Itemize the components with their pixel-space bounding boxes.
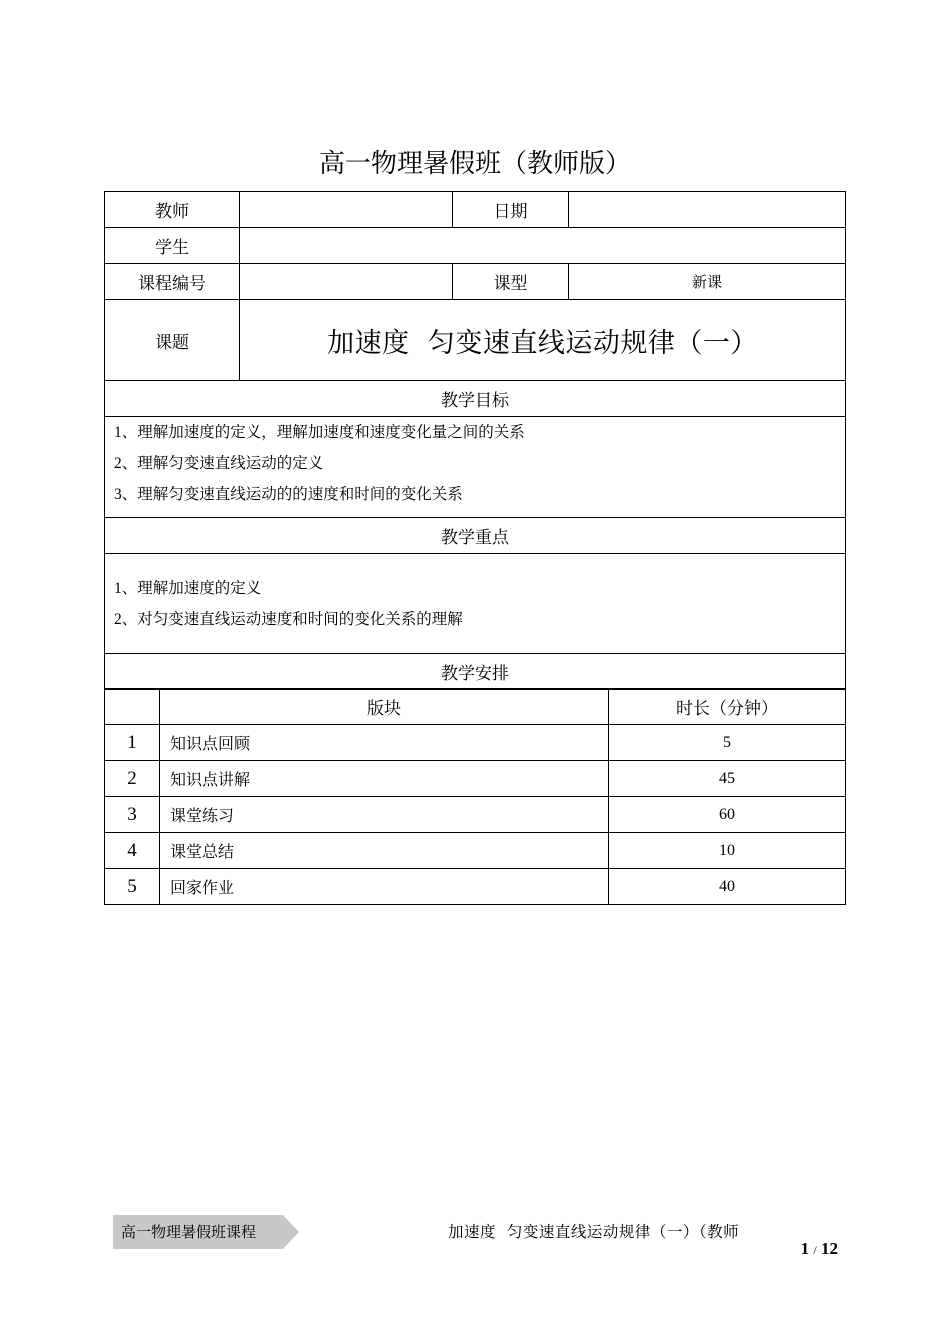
schedule-table xyxy=(104,688,846,905)
table-row xyxy=(105,833,846,869)
schedule-number-header xyxy=(105,689,160,725)
row-number: 2 xyxy=(105,761,160,797)
focus-header-row xyxy=(105,518,846,554)
goal-item: 1、理解加速度的定义，理解加速度和速度变化量之间的关系 xyxy=(114,424,525,441)
page-current: 1 xyxy=(800,1239,810,1258)
row-duration: 45 xyxy=(609,761,846,797)
focus-item: 1、理解加速度的定义 xyxy=(114,579,262,597)
course-row xyxy=(105,264,846,300)
date-value xyxy=(569,192,846,228)
schedule-block-header: 版块 xyxy=(160,689,609,725)
schedule-duration-header: 时长（分钟） xyxy=(609,689,846,725)
table-row xyxy=(105,761,846,797)
page-separator: / xyxy=(813,1243,817,1257)
schedule-column-header-row xyxy=(105,689,846,725)
goal-item: 3、理解匀变速直线运动的的速度和时间的变化关系 xyxy=(114,486,463,503)
teacher-label: 教师 xyxy=(105,192,240,228)
row-block-name: 课堂练习 xyxy=(160,797,609,833)
topic-label: 课题 xyxy=(105,300,240,381)
footer-lesson-title: 加速度 匀变速直线运动规律（一）（教师 xyxy=(448,1223,740,1241)
table-row xyxy=(105,797,846,833)
page-number xyxy=(790,1238,838,1261)
row-block-name: 课堂总结 xyxy=(160,833,609,869)
teacher-value xyxy=(240,192,453,228)
table-row xyxy=(105,869,846,905)
teacher-date-row xyxy=(105,192,846,228)
topic-row xyxy=(105,300,846,381)
row-block-name: 知识点回顾 xyxy=(160,725,609,761)
footer-course-tag-text: 高一物理暑假班课程 xyxy=(121,1223,257,1241)
goals-title: 教学目标 xyxy=(105,381,846,417)
topic-value: 加速度 匀变速直线运动规律（一） xyxy=(240,300,846,381)
row-duration: 10 xyxy=(609,833,846,869)
row-number: 3 xyxy=(105,797,160,833)
goals-content-row xyxy=(105,417,846,518)
lesson-info-table xyxy=(104,191,846,690)
course-number-label: 课程编号 xyxy=(105,264,240,300)
row-duration: 5 xyxy=(609,725,846,761)
row-number: 1 xyxy=(105,725,160,761)
student-label: 学生 xyxy=(105,228,240,264)
schedule-header-row xyxy=(105,654,846,690)
row-block-name: 知识点讲解 xyxy=(160,761,609,797)
page-total: 12 xyxy=(821,1239,838,1258)
goal-item: 2、理解匀变速直线运动的定义 xyxy=(114,455,324,472)
row-duration: 40 xyxy=(609,869,846,905)
focus-content-row xyxy=(105,554,846,654)
goals-list xyxy=(105,417,846,518)
course-number-value xyxy=(240,264,453,300)
document-title: 高一物理暑假班（教师版） xyxy=(318,149,631,179)
focus-item: 2、对匀变速直线运动速度和时间的变化关系的理解 xyxy=(114,610,463,628)
table-row xyxy=(105,725,846,761)
student-value xyxy=(240,228,846,264)
student-row xyxy=(105,228,846,264)
schedule-title: 教学安排 xyxy=(105,654,846,690)
row-duration: 60 xyxy=(609,797,846,833)
row-number: 5 xyxy=(105,869,160,905)
course-type-value: 新课 xyxy=(569,264,846,300)
row-number: 4 xyxy=(105,833,160,869)
goals-header-row xyxy=(105,381,846,417)
focus-list xyxy=(105,554,846,654)
footer-course-tag xyxy=(113,1215,299,1249)
course-type-label: 课型 xyxy=(453,264,569,300)
row-block-name: 回家作业 xyxy=(160,869,609,905)
date-label: 日期 xyxy=(453,192,569,228)
focus-title: 教学重点 xyxy=(105,518,846,554)
